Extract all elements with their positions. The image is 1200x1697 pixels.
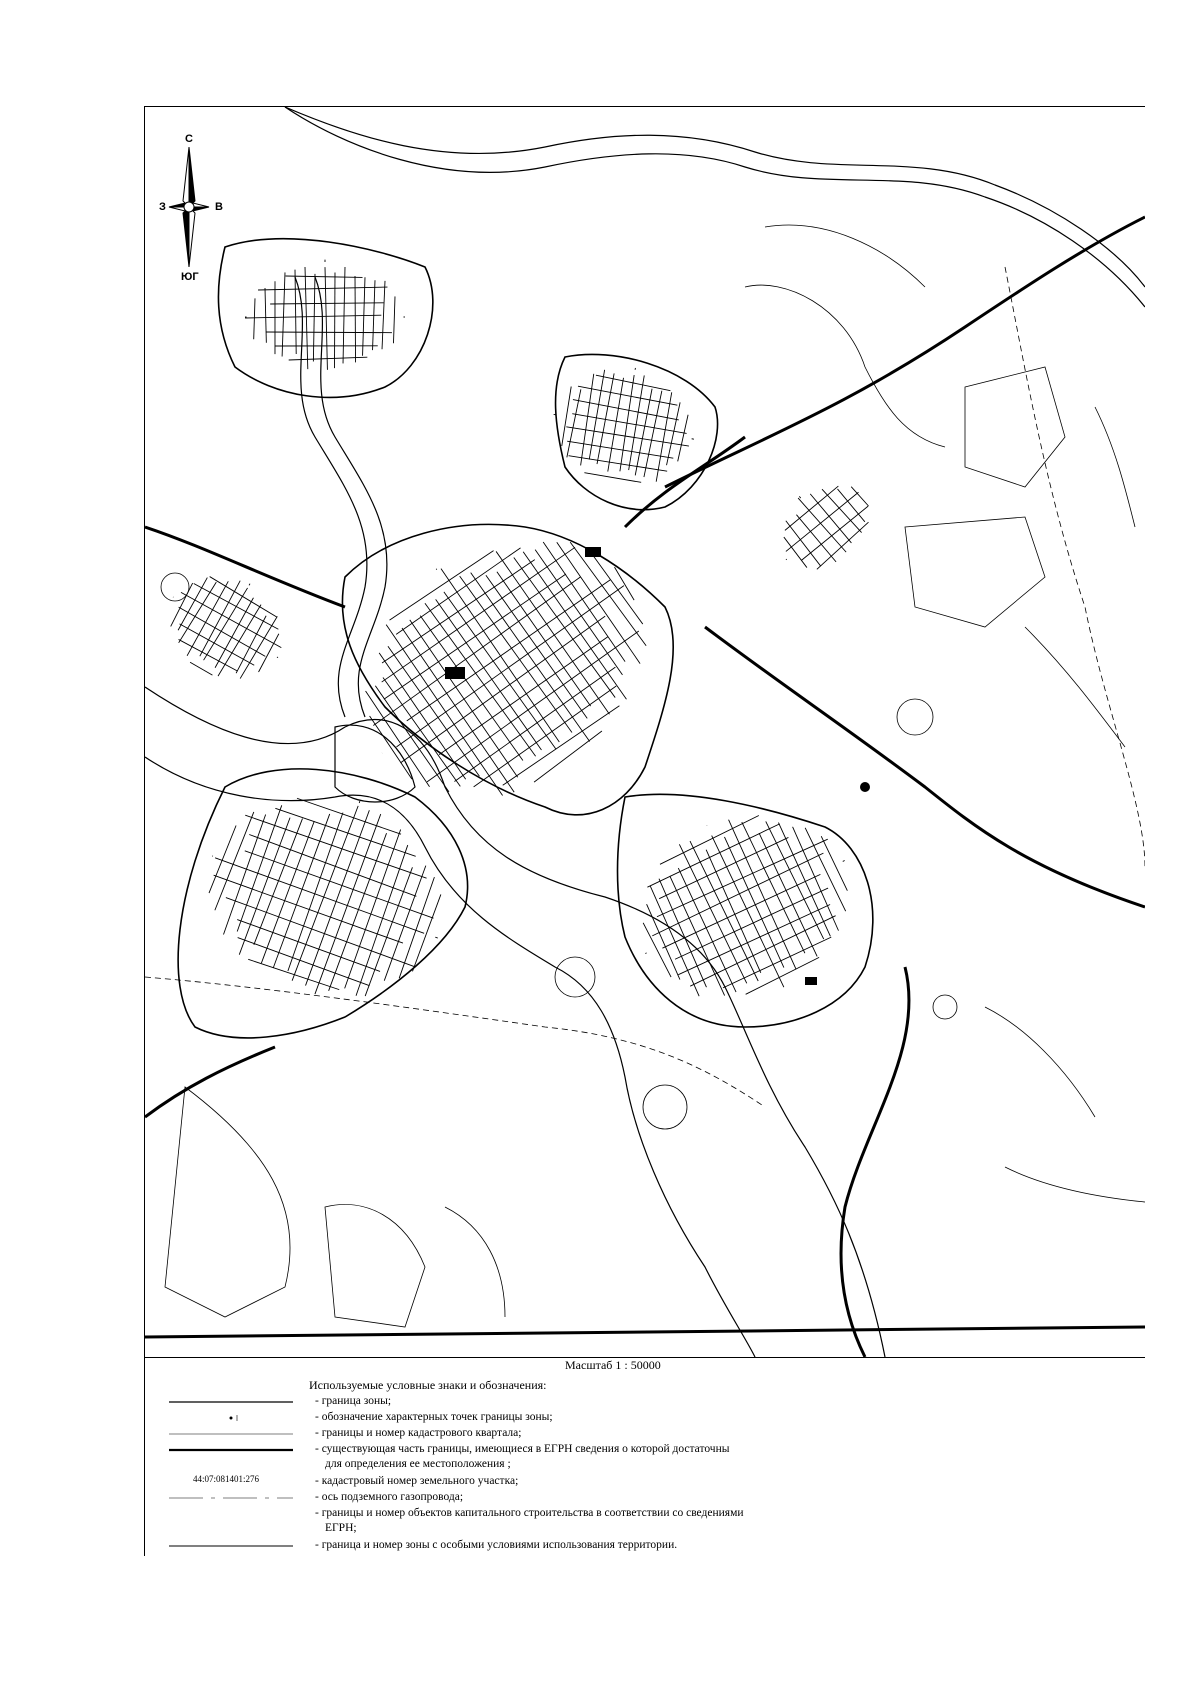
street-line [556, 542, 642, 663]
street-line [584, 472, 641, 482]
south-west-district [178, 769, 467, 1038]
street-line [678, 904, 830, 975]
compass-south-label: ЮГ [181, 271, 199, 283]
boundary-point-marker-symbol [169, 1410, 293, 1426]
street-line [257, 634, 280, 672]
diag-road-ne [625, 437, 745, 527]
street-line [353, 845, 410, 996]
street-line [286, 276, 363, 277]
street-line [168, 583, 195, 626]
railway-north-east [665, 217, 1145, 487]
street-line [226, 898, 416, 967]
street-line [595, 375, 670, 391]
street-block-4 [245, 260, 405, 370]
street-block-0 [313, 484, 689, 844]
street-line [635, 388, 652, 475]
street-line [363, 277, 365, 356]
main-river-south-bank [285, 107, 1145, 287]
street-line [785, 486, 838, 531]
legend-row-zone-boundary [145, 1394, 1145, 1410]
street-line [313, 274, 315, 362]
street-line [532, 731, 603, 782]
legend-row-special-zone [145, 1538, 1145, 1554]
street-line [254, 818, 303, 946]
street-grid [149, 260, 883, 1035]
cadastral-quarter-line-symbol [169, 1426, 293, 1442]
street-line [396, 547, 520, 634]
legend-text-continued: ЕГРН; [325, 1522, 357, 1534]
street-line [236, 805, 283, 931]
street-line [821, 836, 847, 891]
street-line [292, 805, 358, 981]
legend-text-continued: для определения ее местоположения ; [325, 1458, 511, 1470]
street-line [306, 810, 370, 985]
street-line [249, 835, 417, 897]
legend-text: - граница и номер зоны с особыми условиями использования территории. [315, 1539, 678, 1551]
street-line [215, 857, 424, 934]
street-line [420, 615, 523, 761]
legend-text: - кадастровый номер земельного участка; [315, 1475, 519, 1487]
street-line [570, 541, 646, 648]
street-line [393, 296, 395, 343]
street-block-6 [760, 466, 883, 586]
street-line [669, 876, 725, 996]
street-line [675, 888, 828, 959]
street-line [786, 559, 787, 560]
legend-panel [144, 1356, 1145, 1556]
street-line [436, 569, 437, 570]
legend-text: - границы и номер объектов капитального строительства в соответствии со сведениями [315, 1507, 744, 1519]
parcel-outlines [161, 225, 1145, 1327]
street-line [249, 584, 250, 586]
street-line [238, 938, 370, 986]
street-line [628, 375, 646, 470]
street-line [535, 550, 623, 675]
street-line [329, 833, 387, 991]
street-line [382, 547, 575, 683]
street-line [277, 657, 278, 658]
legend-row-existing-boundary [145, 1442, 1145, 1474]
legend-text: - ось подземного газопровода; [315, 1491, 464, 1503]
street-line [214, 598, 255, 668]
zone-boundary-line-symbol [169, 1394, 293, 1410]
left-tributary-west-bank [295, 277, 367, 717]
legend-text: - обозначение характерных точек границы зоны; [315, 1411, 553, 1423]
street-line [214, 874, 403, 944]
street-line [270, 303, 384, 304]
city-map[interactable] [145, 107, 1145, 1357]
street-line [368, 716, 413, 779]
street-line [678, 868, 736, 992]
street-line [648, 886, 701, 996]
compass-west-label: З [159, 201, 166, 213]
big-river-north-bank [145, 687, 885, 1357]
legend-row-gas-pipeline [145, 1490, 1145, 1506]
street-block-3 [545, 355, 705, 490]
street-line [561, 387, 572, 447]
bottom-rail [145, 1327, 1145, 1337]
legend-title: Используемые условные знаки и обозначения: [309, 1378, 547, 1392]
legend-text: - границы и номер кадастрового квартала; [315, 1427, 522, 1439]
legend-text: - граница зоны; [315, 1395, 392, 1407]
street-line [704, 850, 763, 973]
street-line [186, 581, 230, 656]
big-river-south-bank [145, 757, 755, 1357]
street-line [215, 811, 254, 911]
street-line [254, 298, 255, 339]
street-line [439, 637, 608, 755]
gas-pipeline-axis-line-symbol [169, 1490, 293, 1506]
street-line [190, 662, 212, 675]
compass-north-label: С [185, 133, 193, 145]
legend-text: - существующая часть границы, имеющиеся в ЕГРН сведения о которой достаточны [315, 1443, 730, 1455]
street-line [656, 879, 709, 988]
street-line [355, 276, 356, 362]
legend-row-parcel-number [145, 1474, 1145, 1490]
compass-rose [169, 147, 209, 267]
street-line [782, 537, 808, 568]
street-line [815, 522, 870, 569]
street-line [209, 825, 236, 894]
street-line [305, 267, 308, 369]
street-line [245, 850, 434, 920]
street-line [723, 837, 785, 968]
street-line [334, 273, 335, 369]
river-island [335, 725, 415, 802]
legend-row-boundary-points [145, 1410, 1145, 1426]
major-roads [145, 217, 1145, 1357]
map-scale: Масштаб 1 : 50000 [565, 1358, 661, 1372]
street-line [343, 829, 402, 988]
street-line [647, 824, 781, 887]
highway-west [145, 527, 345, 607]
street-line [258, 287, 387, 290]
street-line [837, 489, 865, 522]
street-line [645, 953, 646, 954]
street-line [435, 937, 438, 938]
street-line [265, 288, 266, 343]
highway-south [841, 967, 909, 1357]
parcel-number-example: 44:07:081401:276 [193, 1474, 260, 1484]
street-line [181, 590, 281, 649]
street-line [295, 270, 296, 354]
compass-east-label: В [215, 201, 223, 213]
street-line [759, 833, 817, 957]
street-line [843, 861, 845, 862]
street-line [325, 267, 327, 370]
street-line [471, 572, 590, 742]
legend-row-capital-construction [145, 1506, 1145, 1538]
street-line [678, 414, 688, 461]
existing-boundary-line-symbol [169, 1442, 293, 1458]
street-line [359, 801, 360, 803]
street-line [282, 272, 285, 356]
street-line [382, 281, 385, 349]
street-line [390, 548, 494, 622]
left-tributary-east-bank [315, 277, 387, 717]
special-zone-boundary-line-symbol [169, 1538, 293, 1554]
street-line [388, 646, 479, 776]
street-line [569, 454, 668, 473]
street-block-1 [180, 760, 473, 1027]
street-line [425, 602, 536, 758]
north-district [556, 354, 718, 509]
legend-row-cadastral-quarter [145, 1426, 1145, 1442]
street-line [486, 575, 587, 719]
street-block-5 [149, 554, 303, 699]
street-line [286, 813, 346, 971]
street-line [273, 814, 329, 968]
street-line [239, 817, 290, 955]
main-river-north-bank [285, 107, 1145, 307]
map-frame[interactable] [144, 106, 1145, 1358]
street-line [413, 894, 441, 971]
street-line [209, 577, 277, 617]
street-line [799, 496, 800, 498]
street-line [343, 267, 345, 363]
street-line [204, 587, 248, 661]
